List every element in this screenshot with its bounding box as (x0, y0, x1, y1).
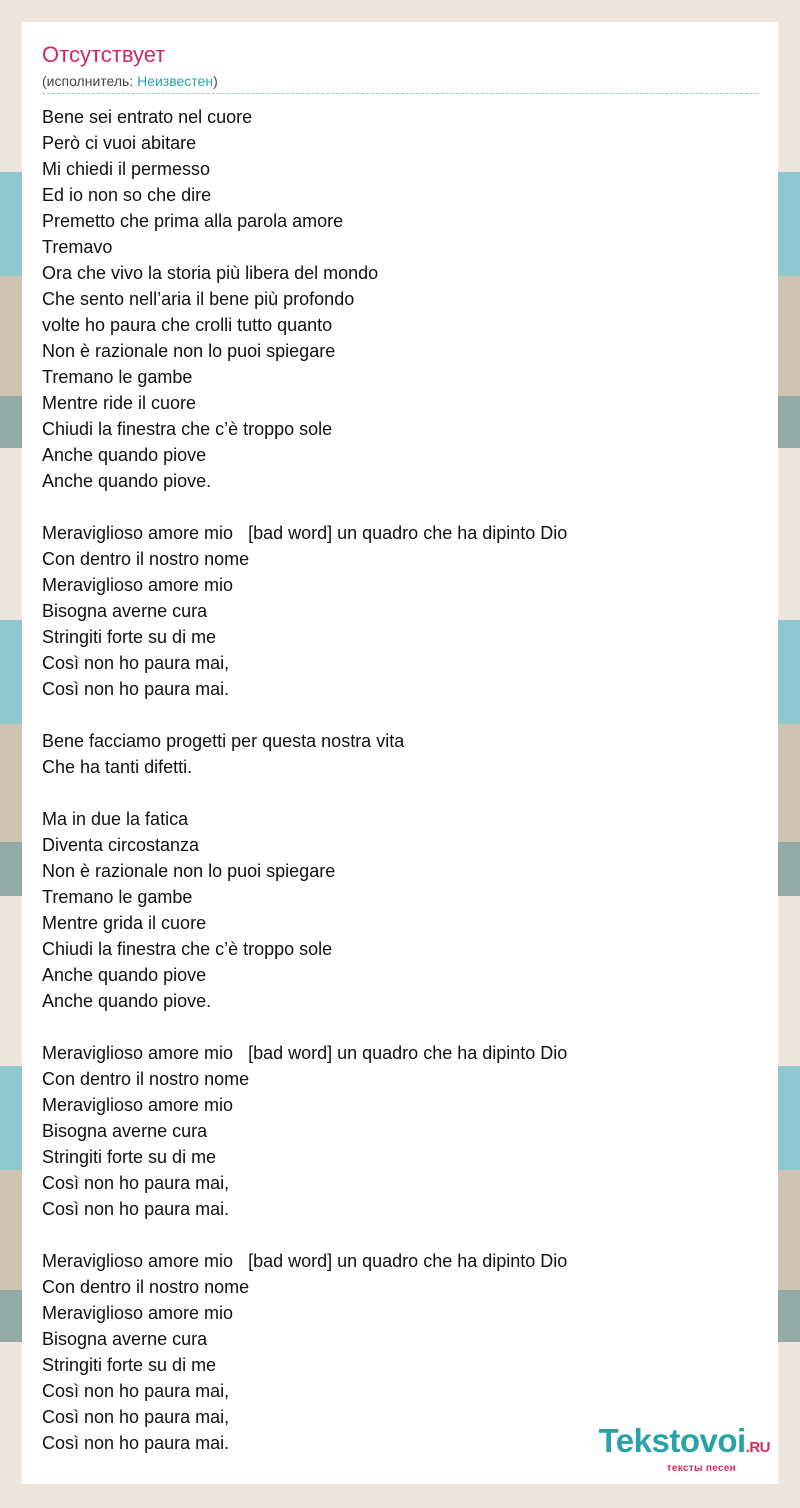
lyric-line: Chiudi la finestra che c’è troppo sole (42, 419, 333, 439)
lyric-line: Anche quando piove. (42, 471, 212, 491)
lyric-blank-line (42, 494, 758, 520)
lyric-line: Ma in due la fatica (42, 809, 189, 829)
lyric-line: Stringiti forte su di me (42, 627, 217, 647)
lyric-line: Che ha tanti difetti. (42, 757, 193, 777)
lyric-line: Mentre grida il cuore (42, 913, 207, 933)
lyric-line: Non è razionale non lo puoi spiegare (42, 341, 336, 361)
lyric-line: Stringiti forte su di me (42, 1355, 217, 1375)
lyric-line: Meraviglioso amore mio [bad word] un quadro che ha dipinto Dio (42, 523, 568, 543)
lyric-line: Con dentro il nostro nome (42, 549, 250, 569)
lyric-line: Meraviglioso amore mio (42, 1095, 234, 1115)
song-title: Отсутствует (42, 42, 166, 67)
lyric-line: Bene facciamo progetti per questa nostra vita (42, 731, 405, 751)
artist-suffix: ) (213, 73, 218, 89)
logo-name: Tekstovoi (598, 1422, 746, 1459)
lyric-line: Bisogna averne cura (42, 1121, 208, 1141)
lyric-line: Che sento nell’aria il bene più profondo (42, 289, 355, 309)
lyric-line: Così non ho paura mai. (42, 1199, 230, 1219)
lyric-line: Però ci vuoi abitare (42, 133, 197, 153)
lyric-line: Premetto che prima alla parola amore (42, 211, 344, 231)
logo-tagline: тексты песен (666, 1463, 736, 1474)
artist-link[interactable]: Неизвестен (137, 73, 214, 89)
lyric-line: Tremano le gambe (42, 367, 193, 387)
artist-line (42, 73, 218, 89)
logo-tld: .RU (745, 1439, 770, 1456)
lyric-line: Chiudi la finestra che c’è troppo sole (42, 939, 333, 959)
lyric-line: Stringiti forte su di me (42, 1147, 217, 1167)
lyric-line: Bene sei entrato nel cuore (42, 107, 253, 127)
lyric-line: Anche quando piove (42, 965, 207, 985)
lyric-line: Così non ho paura mai. (42, 679, 230, 699)
lyric-blank-line (42, 1222, 758, 1248)
lyric-line: Meraviglioso amore mio [bad word] un quadro che ha dipinto Dio (42, 1043, 568, 1063)
lyrics-card (22, 22, 778, 1484)
lyric-line: Bisogna averne cura (42, 601, 208, 621)
lyric-line: Mentre ride il cuore (42, 393, 197, 413)
lyric-line: Così non ho paura mai, (42, 653, 230, 673)
lyric-line: Ed io non so che dire (42, 185, 212, 205)
lyric-blank-line (42, 780, 758, 806)
lyric-line: volte ho paura che crolli tutto quanto (42, 315, 333, 335)
lyric-line: Con dentro il nostro nome (42, 1277, 250, 1297)
lyric-line: Così non ho paura mai, (42, 1173, 230, 1193)
lyric-blank-line (42, 702, 758, 728)
lyric-line: Meraviglioso amore mio (42, 575, 234, 595)
lyric-line: Tremavo (42, 237, 113, 257)
artist-prefix: (исполнитель: (42, 73, 138, 89)
lyric-line: Così non ho paura mai, (42, 1381, 230, 1401)
lyric-line: Ora che vivo la storia più libera del mondo (42, 263, 379, 283)
logo-wordmark (599, 1424, 770, 1465)
lyric-line: Meraviglioso amore mio (42, 1303, 234, 1323)
lyric-line: Non è razionale non lo puoi spiegare (42, 861, 336, 881)
lyric-line: Meraviglioso amore mio [bad word] un quadro che ha dipinto Dio (42, 1251, 568, 1271)
lyric-line: Anche quando piove. (42, 991, 212, 1011)
lyric-line: Diventa circostanza (42, 835, 200, 855)
title-divider (42, 93, 758, 94)
lyric-line: Bisogna averne cura (42, 1329, 208, 1349)
lyric-line: Mi chiedi il permesso (42, 159, 211, 179)
lyric-line: Così non ho paura mai. (42, 1433, 230, 1453)
site-logo[interactable] (599, 1424, 770, 1474)
lyric-line: Con dentro il nostro nome (42, 1069, 250, 1089)
lyric-line: Così non ho paura mai, (42, 1407, 230, 1427)
lyric-line: Tremano le gambe (42, 887, 193, 907)
lyric-line: Anche quando piove (42, 445, 207, 465)
lyrics-text (42, 104, 758, 1456)
lyric-blank-line (42, 1014, 758, 1040)
